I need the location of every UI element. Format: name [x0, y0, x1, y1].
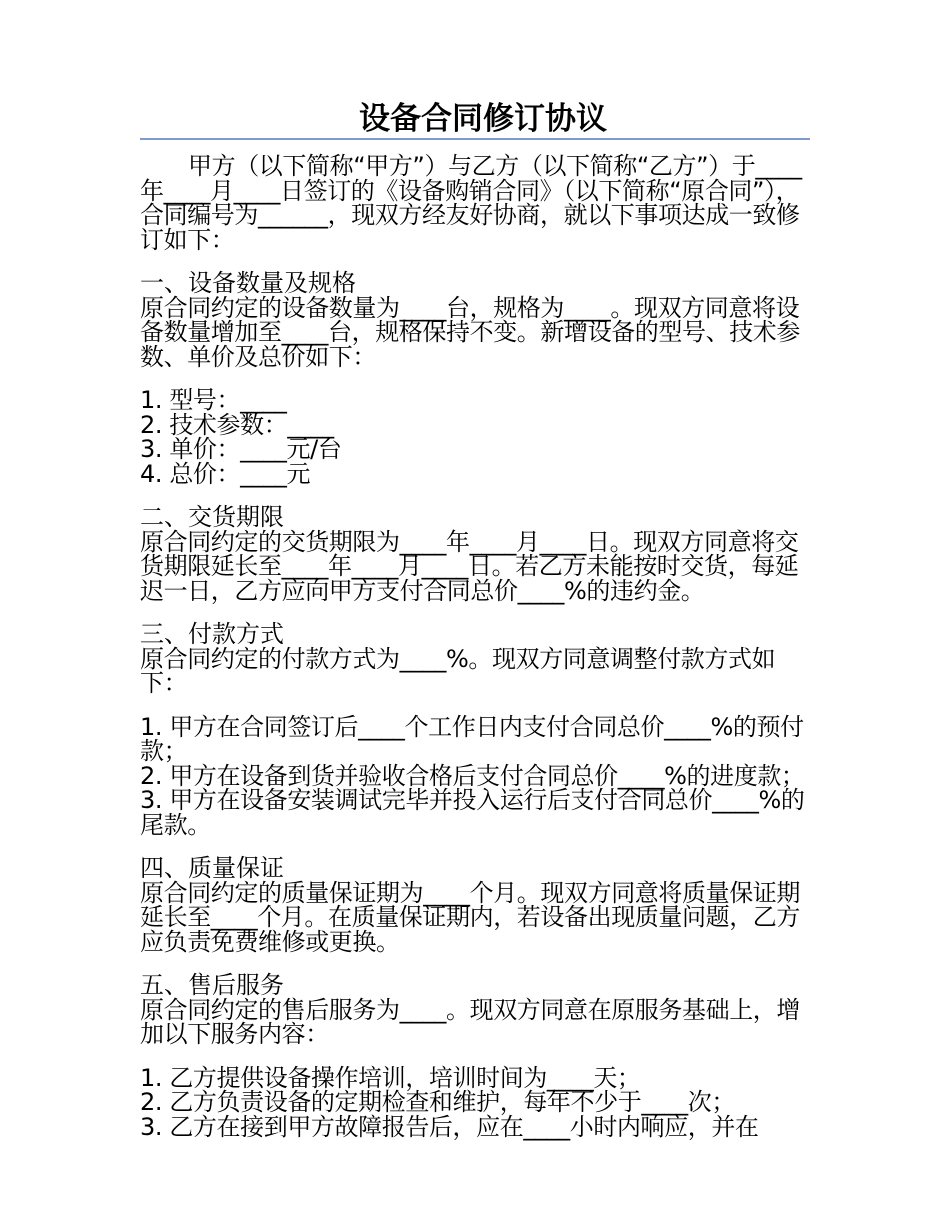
- sections-container: [140, 252, 810, 1139]
- section-body: 原合同约定的售后服务为____。现双方同意在原服务基础上，增加以下服务内容：: [140, 995, 800, 1048]
- title-underline: [140, 138, 810, 140]
- section-body: 原合同约定的付款方式为____%。现双方同意调整付款方式如下：: [140, 644, 776, 697]
- section-heading: 二、交货期限: [140, 503, 284, 531]
- list-item: 1. 型号：____: [140, 386, 287, 414]
- list-item: 1. 甲方在合同签订后____个工作日内支付合同总价____%的预付款；: [140, 712, 804, 765]
- section-heading: 一、设备数量及规格: [140, 269, 356, 297]
- list-item: 1. 乙方提供设备操作培训，培训时间为____天；: [140, 1063, 641, 1092]
- section-heading: 三、付款方式: [140, 620, 284, 648]
- section-body: 原合同约定的交货期限为____年____月____日。现双方同意将交货期限延长至____年____月____日。若乙方未能按时交货，每延迟一日，乙方应向甲方支付合同总价____%的违约金。: [140, 527, 799, 605]
- list-gap: [140, 1047, 810, 1066]
- document-page: [140, 100, 810, 1139]
- section-body: 原合同约定的质量保证期为____个月。现双方同意将质量保证期延长至____个月。在质量保证期内，若设备出现质量问题，乙方应负责免费维修或更换。: [140, 878, 800, 956]
- document-title: 设备合同修订协议: [359, 101, 607, 137]
- list-item: 2. 技术参数：____: [140, 410, 334, 439]
- list-item: 3. 乙方在接到甲方故障报告后，应在____小时内响应，并在: [140, 1112, 759, 1141]
- list-item: 3. 单价：____元/台: [140, 435, 342, 463]
- list-gap: [140, 696, 810, 715]
- section-body: 原合同约定的设备数量为____台，规格为____。现双方同意将设备数量增加至____台，规格保持不变。新增设备的型号、技术参数、单价及总价如下：: [140, 293, 800, 371]
- list-item: 2. 甲方在设备到货并验收合格后支付合同总价____%的进度款；: [140, 761, 805, 790]
- intro-paragraph: 甲方（以下简称“甲方”）与乙方（以下简称“乙方”）于____年____月____日签订的《设备购销合同》（以下简称“原合同”），合同编号为______，现双方经友好协商，就以下事项达成一致修订如下：: [140, 152, 802, 254]
- list-item: 3. 甲方在设备安装调试完毕并投入运行后支付合同总价____%的尾款。: [140, 786, 805, 839]
- section-heading: 四、质量保证: [140, 854, 284, 882]
- list-item: 4. 总价：____元: [140, 459, 311, 488]
- section-heading: 五、售后服务: [140, 971, 284, 999]
- list-item: 2. 乙方负责设备的定期检查和维护，每年不少于____次；: [140, 1088, 735, 1116]
